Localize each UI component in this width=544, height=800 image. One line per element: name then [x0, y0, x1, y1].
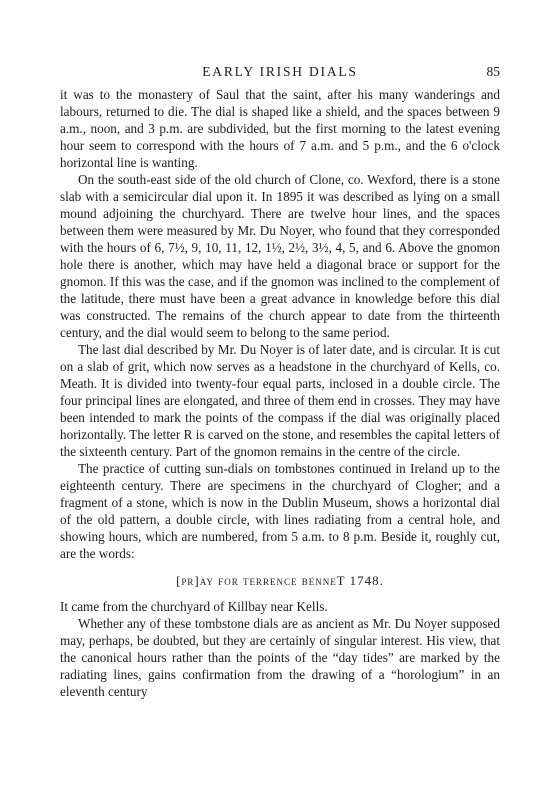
paragraph-continued: it was to the monastery of Saul that the saint, after his many wanderings and labours, returned to die. The dial is shaped like a shield, and the spaces between 9 a.m., noon, and 3 p.m. are subdivided, but the first morning to the latest evening hour seem to correspond with the hours of 7 a.m. and 5 p.m., and the 6 o'clock horizontal line is wanting.: [60, 87, 500, 170]
page-number: 85: [486, 64, 500, 79]
paragraph-clone-dial: On the south-east side of the old church of Clone, co. Wexford, there is a stone slab with a semicircular dial upon it. In 1895 it was described as lying on a small mound adjoining the churchyard. There are twelve hour lines, and the spaces between them were measured by Mr. Du Noyer, who found that they corresponded with the hours of 6, 7½, 9, 10, 11, 12, 1½, 2½, 3½, 4, 5, and 6. Above the gnomon hole there is another, which may have held a diagonal brace or support for the gnomon. If this was the case, and if the gnomon was inclined to the complement of the latitude, there must have been a great advance in knowledge before this dial was constructed. The remains of the church appear to date from the thirteenth century, and the dial would seem to belong to the same period.: [60, 172, 500, 340]
body-text: [60, 86, 500, 700]
paragraph-tombstone-dials: The practice of cutting sun-dials on tombstones continued in Ireland up to the eighteenth century. There are specimens in the churchyard of Clogher; and a fragment of a stone, which is now in the Dublin Museum, shows a horizontal dial of the old pattern, a double circle, with lines radiating from a central hole, and showing hours, which are numbered, from 5 a.m. to 8 p.m. Beside it, roughly cut, are the words:: [60, 461, 500, 561]
paragraph-kells-dial: The last dial described by Mr. Du Noyer is of later date, and is circular. It is cut on a slab of grit, which now serves as a headstone in the churchyard of Kells, co. Meath. It is divided into twenty-four equal parts, inclosed in a double circle. The four principal lines are elongated, and three of them end in crosses. They may have been intended to mark the points of the compass if the dial was originally placed horizontally. The letter R is carved on the stone, and resembles the capital letters of the sixteenth century. Part of the gnomon remains in the centre of the circle.: [60, 342, 500, 459]
running-head: [60, 64, 500, 82]
paragraph-canonical-hours: Whether any of these tombstone dials are as ancient as Mr. Du Noyer supposed may, perhaps, be doubted, but they are certainly of singular interest. His view, that the canonical hours rather than the points of the “day tides” are marked by the radiating lines, gains confirmation from the drawing of a “horologium” in an eleventh century: [60, 616, 500, 699]
paragraph-killbay: It came from the churchyard of Killbay near Kells.: [60, 599, 328, 614]
inscription-line: [pr]ay for terrence benneT 1748.: [176, 573, 384, 588]
running-title: EARLY IRISH DIALS: [202, 64, 358, 79]
